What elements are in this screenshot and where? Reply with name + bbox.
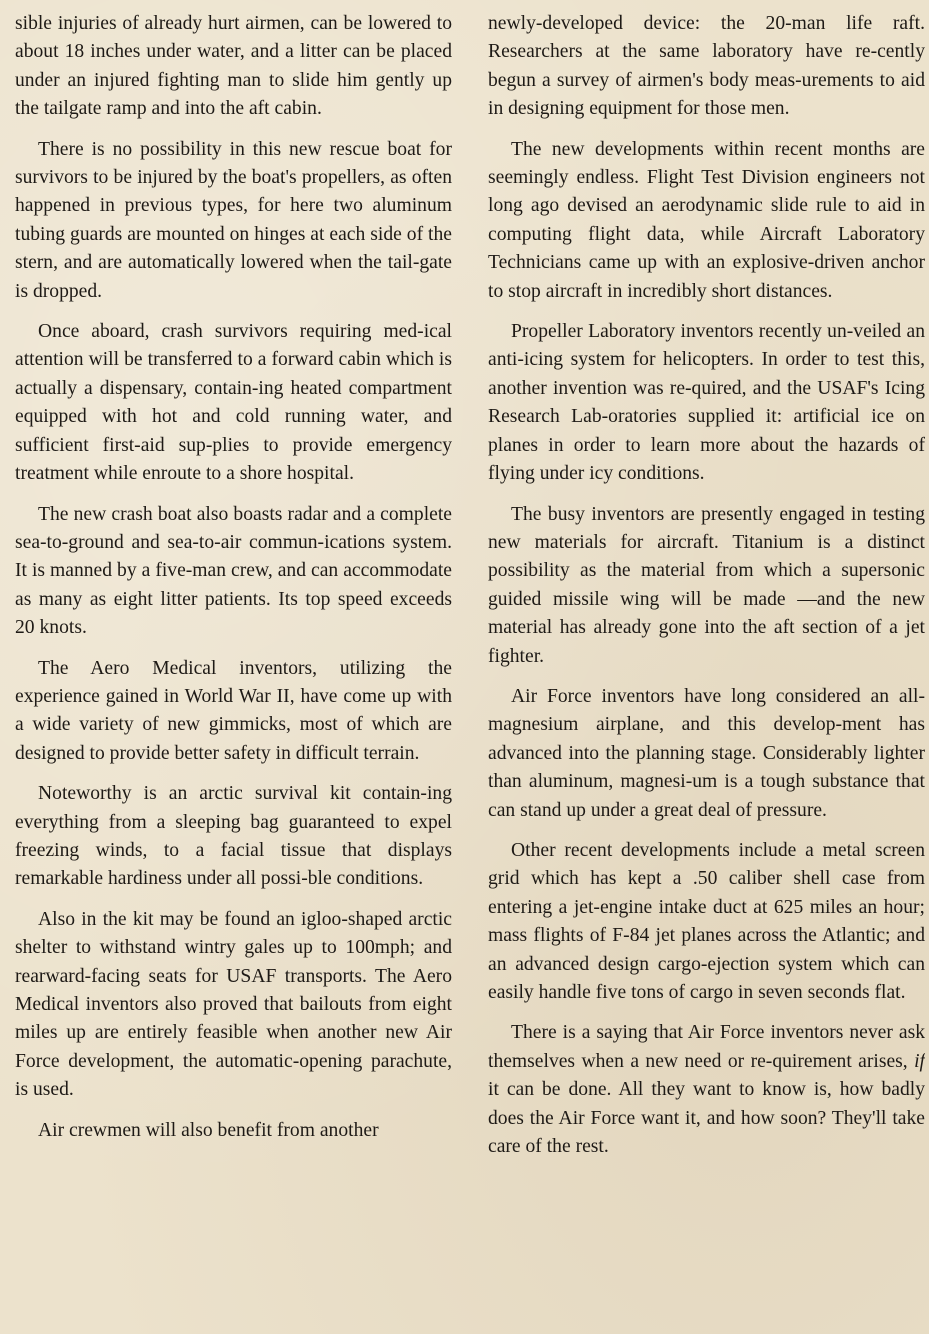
paragraph-arctic-survival-kit: Noteworthy is an arctic survival kit contain-ing everything from a sleeping bag guaranteed to expel freezing winds, to a facial tissue that displays remarkable hardiness under all possi-ble conditions. <box>15 783 452 890</box>
paragraph-dispensary-cabin: Once aboard, crash survivors requiring med-ical attention will be transferred to a forward cabin which is actually a dispensary, contain-ing heated compartment equipped with hot and cold running water, and sufficient first-aid sup-plies to provide emergency treatment while enroute to a shore hospital. <box>15 321 452 485</box>
paragraph-aero-medical-gimmicks: The Aero Medical inventors, utilizing the experience gained in World War II, have come up with a wide variety of new gimmicks, most of which are designed to provide better safety in difficult terrain. <box>15 657 452 764</box>
left-column <box>15 10 452 1332</box>
closing-text-end: it can be done. All they want to know is, how badly does the Air Force want it, and how soon? They'll take care of the rest. <box>488 1079 925 1158</box>
paragraph-air-crewmen: Air crewmen will also benefit from another <box>38 1119 379 1141</box>
paragraph-propeller-guards: There is no possibility in this new rescue boat for survivors to be injured by the boat's propellers, as often happened in previous types, for here two aluminum tubing guards are mounted on hinges at each side of the stern, and are automatically lowered when the tail-gate is dropped. <box>15 138 452 302</box>
right-column <box>488 10 925 1332</box>
paragraph-other-developments: Other recent developments include a metal screen grid which has kept a .50 caliber shell case from entering a jet-engine intake duct at 625 miles an hour; mass flights of F-84 jet planes across the Atlantic; and an advanced design cargo-ejection system which can easily handle five tons of cargo in seven seconds flat. <box>488 839 925 1003</box>
paragraph-closing-saying <box>488 1019 925 1161</box>
closing-text-emphasis: if <box>914 1050 925 1072</box>
paragraph-magnesium-airplane: Air Force inventors have long considered an all-magnesium airplane, and this develop-ment has advanced into the planning stage. Considerably lighter than aluminum, magnesi-um is a tough substance that can stand up under a great deal of pressure. <box>488 685 925 821</box>
closing-text-start: There is a saying that Air Force inventors never ask themselves when a new need or re-quirement arises, <box>488 1022 925 1072</box>
paragraph-igloo-shelter: Also in the kit may be found an igloo-shaped arctic shelter to withstand wintry gales up to 100mph; and rearward-facing seats for USAF transports. The Aero Medical inventors also proved that bailouts from eight miles up are entirely feasible when another new Air Force development, the automatic-opening parachute, is used. <box>15 908 452 1101</box>
paragraph-anti-icing: Propeller Laboratory inventors recently un-veiled an anti-icing system for helicopters. In order to test this, another invention was re-quired, and the USAF's Icing Research Lab-oratories supplied it: artificial ice on planes in order to learn more about the hazards of flying under icy conditions. <box>488 321 925 485</box>
paragraph-crash-boat-radar: The new crash boat also boasts radar and a complete sea-to-ground and sea-to-air commun-ications system. It is manned by a five-man crew, and can accommodate as many as eight litter patients. Its top speed exceeds 20 knots. <box>15 503 452 639</box>
paragraph-rescue-litter: sible injuries of already hurt airmen, can be lowered to about 18 inches under water, and a litter can be placed under an injured fighting man to slide him gently up the tailgate ramp and into the aft cabin. <box>15 13 452 120</box>
paragraph-new-developments: The new developments within recent months are seemingly endless. Flight Test Division engineers not long ago devised an aerodynamic slide rule to aid in computing flight data, while Aircraft Laboratory Technicians came up with an explosive-driven anchor to stop aircraft in incredibly short distances. <box>488 138 925 302</box>
paragraph-life-raft: newly-developed device: the 20-man life raft. Researchers at the same laboratory have re-cently begun a survey of airmen's body meas-urements to aid in designing equipment for those men. <box>488 13 925 120</box>
paragraph-titanium: The busy inventors are presently engaged in testing new materials for aircraft. Titanium is a distinct possibility as the material from which a supersonic guided missile wing will be made —and the new material has already gone into the aft section of a jet fighter. <box>488 503 925 667</box>
